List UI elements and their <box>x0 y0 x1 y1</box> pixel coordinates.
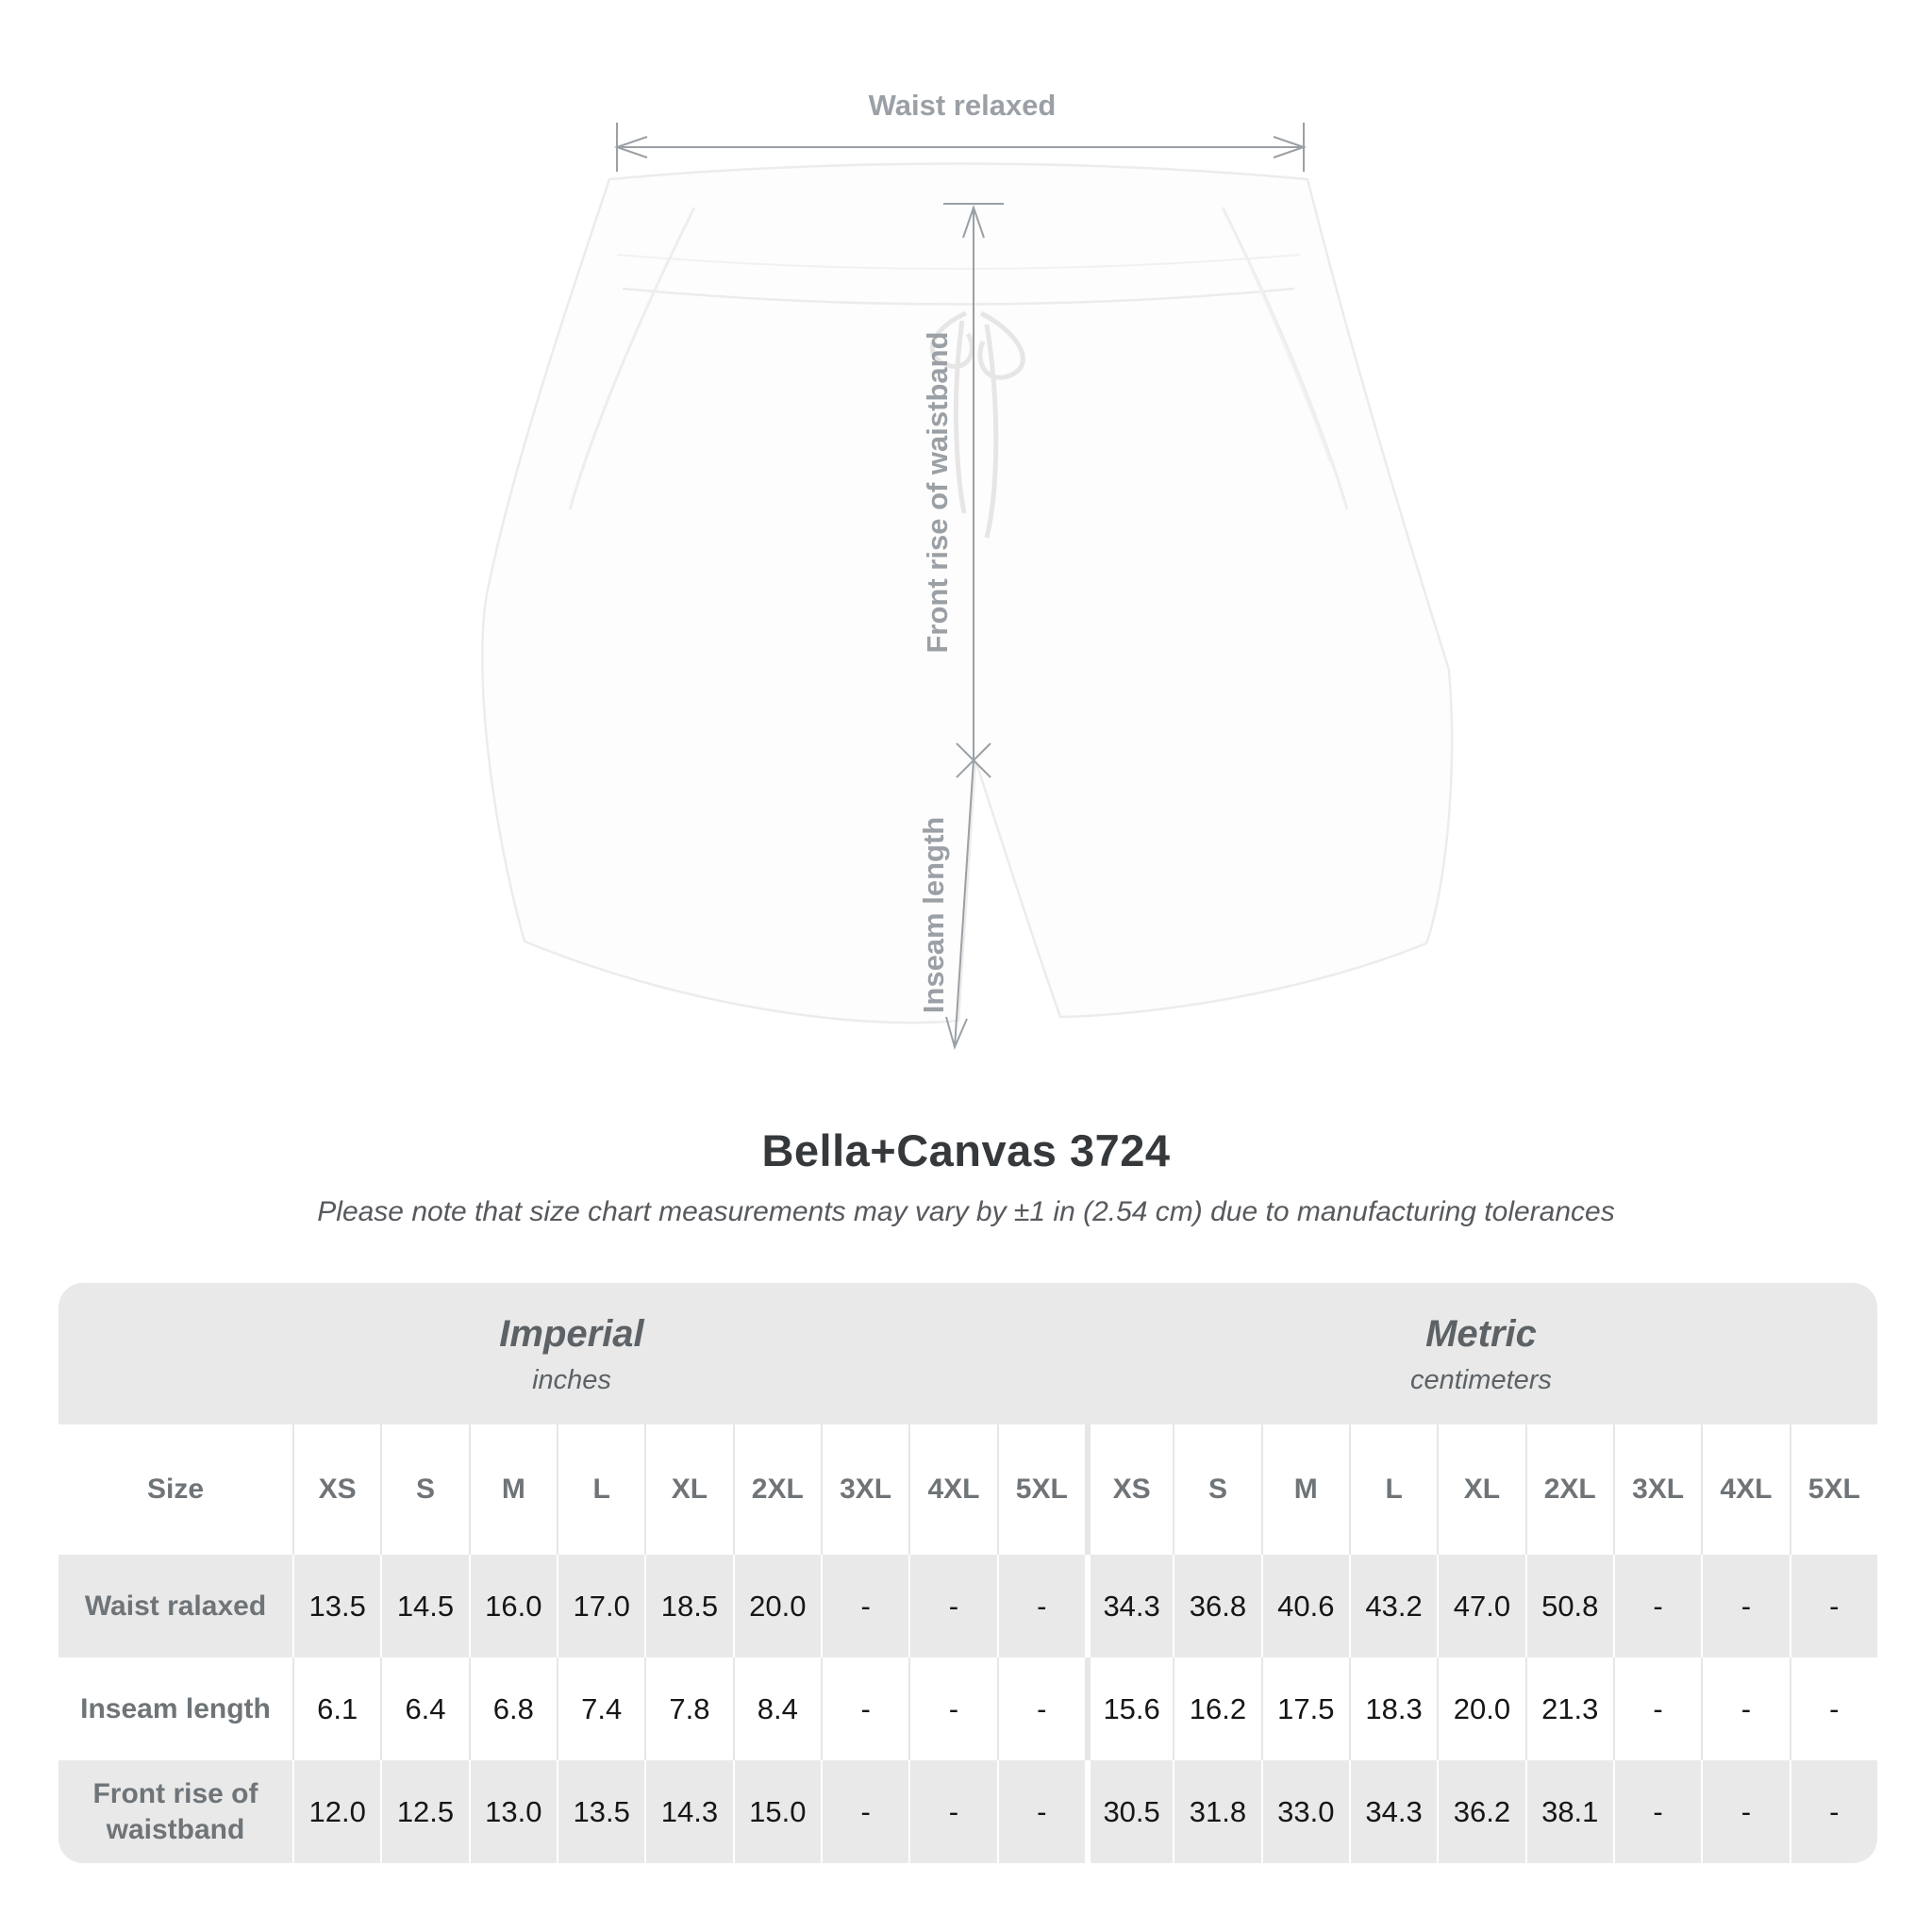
metric-unit: centimeters <box>1410 1364 1552 1395</box>
size-chart-table <box>58 1283 1877 1863</box>
table-cell: 13.5 <box>292 1555 380 1657</box>
size-header-row <box>58 1424 1877 1555</box>
metric-size-header: XL <box>1437 1424 1524 1555</box>
table-cell: 6.4 <box>380 1657 468 1760</box>
shorts-shape <box>482 164 1452 1024</box>
table-cell: - <box>997 1657 1085 1760</box>
table-cell: - <box>997 1760 1085 1863</box>
shorts-illustration <box>400 66 1532 1104</box>
table-row-waist-relaxed <box>58 1555 1877 1657</box>
row-label: Front rise of waistband <box>58 1760 292 1863</box>
table-cell: 20.0 <box>1437 1657 1524 1760</box>
metric-group-header <box>1085 1283 1877 1424</box>
front-rise-dimension-label: Front rise of waistband <box>921 331 954 654</box>
metric-size-header: 3XL <box>1613 1424 1701 1555</box>
table-cell: 20.0 <box>733 1555 821 1657</box>
imperial-size-header: XL <box>644 1424 732 1555</box>
unit-group-header-row <box>58 1283 1877 1424</box>
imperial-size-header: 3XL <box>821 1424 908 1555</box>
table-cell: 16.0 <box>469 1555 557 1657</box>
table-cell: 7.8 <box>644 1657 732 1760</box>
imperial-size-header: 4XL <box>908 1424 996 1555</box>
table-cell: 6.8 <box>469 1657 557 1760</box>
table-cell: - <box>1790 1760 1877 1863</box>
table-cell: - <box>908 1657 996 1760</box>
row-label: Waist ralaxed <box>58 1555 292 1657</box>
table-cell: 6.1 <box>292 1657 380 1760</box>
table-cell: 18.3 <box>1349 1657 1437 1760</box>
imperial-size-header: L <box>557 1424 644 1555</box>
table-cell: 38.1 <box>1525 1760 1613 1863</box>
metric-size-header: 2XL <box>1525 1424 1613 1555</box>
table-cell: 34.3 <box>1349 1760 1437 1863</box>
metric-size-header: L <box>1349 1424 1437 1555</box>
table-cell: 15.0 <box>733 1760 821 1863</box>
table-cell: 8.4 <box>733 1657 821 1760</box>
table-cell: - <box>821 1555 908 1657</box>
table-cell: 50.8 <box>1525 1555 1613 1657</box>
imperial-size-header: XS <box>292 1424 380 1555</box>
table-cell: - <box>1613 1555 1701 1657</box>
table-cell: 17.0 <box>557 1555 644 1657</box>
imperial-size-header: S <box>380 1424 468 1555</box>
table-cell: 21.3 <box>1525 1657 1613 1760</box>
metric-size-header: XS <box>1085 1424 1173 1555</box>
table-cell: - <box>1613 1760 1701 1863</box>
table-row-front-rise <box>58 1760 1877 1863</box>
table-cell: 13.5 <box>557 1760 644 1863</box>
table-cell: 14.3 <box>644 1760 732 1863</box>
table-cell: 13.0 <box>469 1760 557 1863</box>
metric-size-header: S <box>1173 1424 1260 1555</box>
table-cell: - <box>1613 1657 1701 1760</box>
table-cell: - <box>1701 1657 1789 1760</box>
table-cell: 36.2 <box>1437 1760 1524 1863</box>
table-cell: - <box>908 1555 996 1657</box>
table-cell: 7.4 <box>557 1657 644 1760</box>
table-cell: - <box>1701 1555 1789 1657</box>
table-cell: 36.8 <box>1173 1555 1260 1657</box>
table-cell: 47.0 <box>1437 1555 1524 1657</box>
imperial-unit: inches <box>532 1364 611 1395</box>
table-cell: 16.2 <box>1173 1657 1260 1760</box>
waist-dimension-label: Waist relaxed <box>868 89 1057 122</box>
table-cell: - <box>1790 1555 1877 1657</box>
table-cell: 14.5 <box>380 1555 468 1657</box>
imperial-size-header: 5XL <box>997 1424 1085 1555</box>
row-label: Inseam length <box>58 1657 292 1760</box>
table-cell: 12.5 <box>380 1760 468 1863</box>
table-cell: 34.3 <box>1085 1555 1173 1657</box>
table-cell: 18.5 <box>644 1555 732 1657</box>
metric-size-header: 5XL <box>1790 1424 1877 1555</box>
table-cell: - <box>821 1657 908 1760</box>
table-cell: 43.2 <box>1349 1555 1437 1657</box>
imperial-size-header: M <box>469 1424 557 1555</box>
metric-size-header: 4XL <box>1701 1424 1789 1555</box>
table-cell: 15.6 <box>1085 1657 1173 1760</box>
table-cell: - <box>821 1760 908 1863</box>
table-cell: 30.5 <box>1085 1760 1173 1863</box>
table-cell: 12.0 <box>292 1760 380 1863</box>
inseam-dimension-label: Inseam length <box>917 816 950 1014</box>
table-cell: 17.5 <box>1261 1657 1349 1760</box>
metric-size-header: M <box>1261 1424 1349 1555</box>
table-cell: - <box>997 1555 1085 1657</box>
page-title: Bella+Canvas 3724 <box>761 1125 1171 1175</box>
table-cell: - <box>908 1760 996 1863</box>
size-column-header: Size <box>58 1424 292 1555</box>
product-measurement-figure <box>400 66 1532 1104</box>
table-cell: 31.8 <box>1173 1760 1260 1863</box>
table-row-inseam-length <box>58 1657 1877 1760</box>
imperial-title: Imperial <box>499 1312 644 1355</box>
imperial-group-header <box>58 1283 1085 1424</box>
table-cell: 40.6 <box>1261 1555 1349 1657</box>
tolerance-note: Please note that size chart measurements may vary by ±1 in (2.54 cm) due to manufacturing tolerances <box>317 1196 1615 1227</box>
imperial-size-header: 2XL <box>733 1424 821 1555</box>
table-cell: 33.0 <box>1261 1760 1349 1863</box>
table-cell: - <box>1790 1657 1877 1760</box>
metric-title: Metric <box>1425 1312 1537 1355</box>
table-cell: - <box>1701 1760 1789 1863</box>
